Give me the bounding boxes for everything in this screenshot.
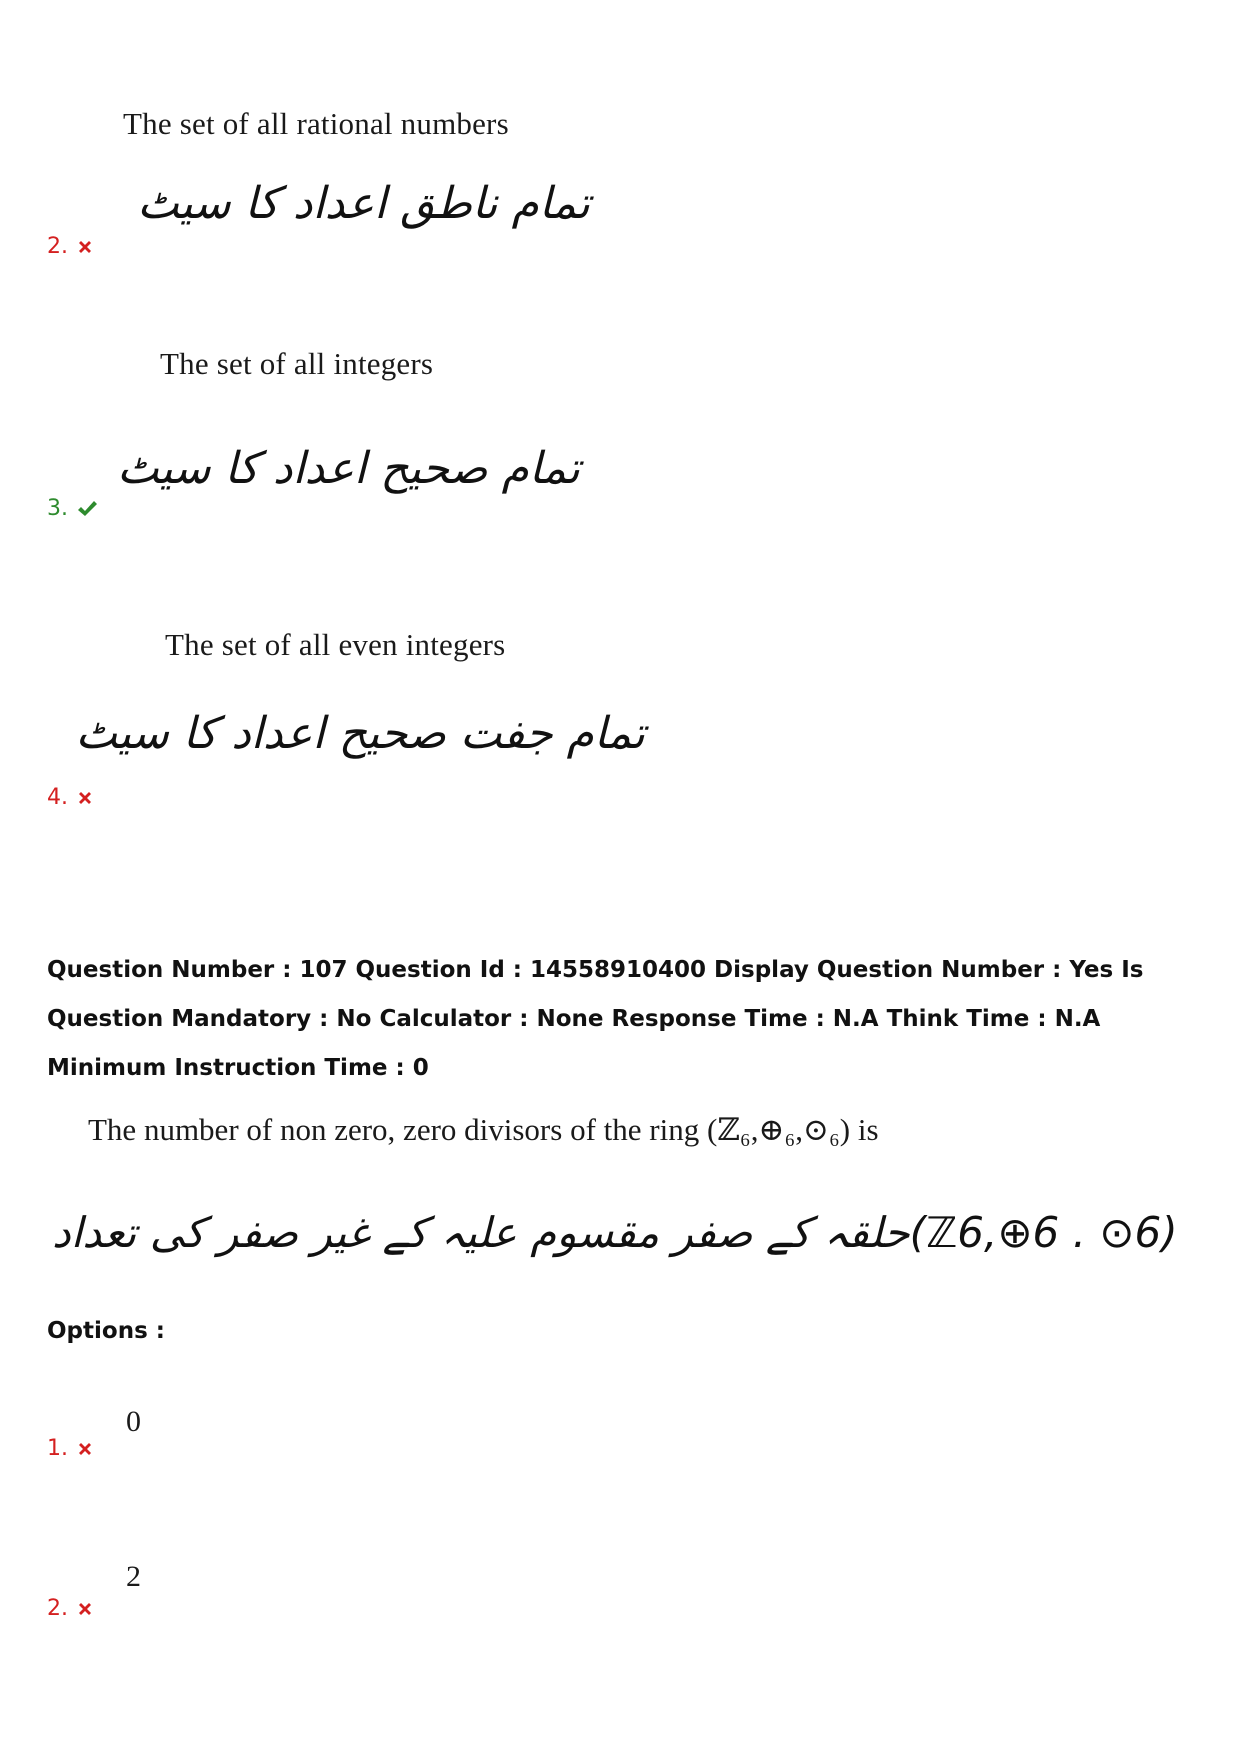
check-icon [76,500,98,518]
option-3-urdu-text: تمام صحیح اعداد کا سیٹ [117,443,580,494]
option-2-english-text: The set of all rational numbers [123,106,509,141]
answer-option-2-marker [47,1596,94,1621]
option-3-marker [47,496,98,521]
option-2-urdu-text: تمام ناطق اعداد کا سیٹ [137,178,590,229]
option-number: 4. [47,785,68,810]
option-4-marker [47,785,94,810]
cross-icon [76,1440,94,1458]
cross-icon [76,238,94,256]
question-urdu-ring-notation: (ℤ6,⊕6 . ⊙6) [909,1208,1178,1257]
question-english-text: The number of non zero, zero divisors of the ring (ℤ₆,⊕₆,⊙₆) is [88,1112,879,1147]
question-urdu-phrase: حلقہ کے صفر مقسوم علیہ کے غیر صفر کی تعداد [52,1208,910,1257]
option-3-english-text: The set of all integers [160,346,434,381]
cross-icon [76,789,94,807]
cross-icon [76,1600,94,1618]
option-number: 2. [47,234,68,259]
question-urdu-text [52,1208,1178,1257]
options-label: Options : [47,1318,165,1344]
option-4-english-text: The set of all even integers [165,627,506,662]
option-2-marker [47,234,94,259]
option-number: 3. [47,496,68,521]
answer-option-1-value: 0 [126,1405,141,1438]
answer-option-2-value: 2 [126,1560,141,1593]
answer-option-1-marker [47,1436,94,1461]
option-number: 2. [47,1596,68,1621]
option-4-urdu-text: تمام جفت صحیح اعداد کا سیٹ [75,708,645,759]
question-metadata: Question Number : 107 Question Id : 14558910400 Display Question Number : Yes Is Question Mandatory : No Calculator : None Response Time : N.A Think Time : N.A Minimum Instruction Time : 0 [47,957,1144,1081]
option-number: 1. [47,1436,68,1461]
